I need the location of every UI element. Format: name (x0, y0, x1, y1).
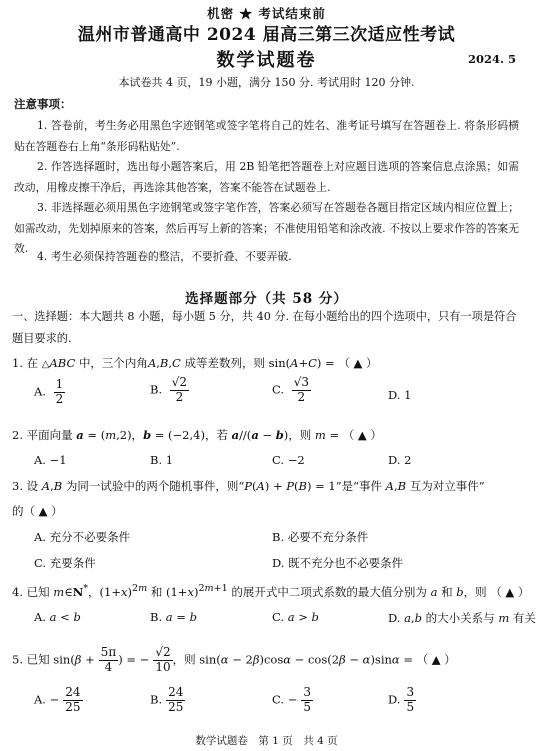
section-title: 选择题部分（共 58 分） (185, 291, 348, 307)
q2-option-c[interactable]: C. −2 (272, 453, 305, 467)
question-4: 4. 已知 m∈N*，$(1+x)^{2m}$ 和 $(1+x)^{2m+1}$ 的展开式中二项式系数的最大值分别为 a 和 b，则 （ ▲ ） (12, 583, 530, 599)
q2-option-d[interactable]: D. 2 (388, 453, 412, 467)
confidential-label: 机密 ★ 考试结束前 (207, 6, 326, 21)
question-3: 3. 设 A,B 为同一试验中的两个随机事件，则“P(A) + P(B) = 1”是“事件 A,B 互为对立事件” (12, 479, 485, 493)
question-2: 2. 平面向量 a = (m,2)，b = (−2,4)，若 a//(a − b)，则 m = （ ▲ ） (12, 428, 382, 442)
q1-option-b[interactable]: B. $\frac{√2}{2}$ (150, 375, 188, 404)
q5-option-c[interactable]: C. − $\frac{3}{5}$ (272, 685, 311, 714)
q3-option-b[interactable]: B. 必要不充分条件 (272, 530, 369, 544)
exam-info: 本试卷共 4 页，19 小题，满分 150 分. 考试用时 120 分钟. (118, 76, 415, 89)
section-intro: 一、选择题：本大题共 8 小题，每小题 5 分，共 40 分. 在每小题给出的四个选项中，只有一项是符合题目要求的. (12, 310, 517, 345)
exam-date: 2024. 5 (468, 52, 517, 66)
notice-item-1: 1. 答卷前，考生务必用黑色字迹钢笔或签字笔将自己的姓名、准考证号填写在答题卷上. 将条形码横贴在答题卷右上角“条形码粘贴处”. (14, 119, 519, 153)
q4-option-d[interactable]: D. a,b 的大小关系与 m 有关 (388, 611, 536, 625)
q3-option-c[interactable]: C. 充要条件 (34, 556, 96, 570)
notice-heading: 注意事项： (14, 97, 72, 111)
q4-option-b[interactable]: B. a = b (150, 610, 197, 624)
page-footer: 数学试题卷 第 1 页 共 4 页 (195, 735, 338, 747)
notice-item-2: 2. 作答选择题时，选出每小题答案后，用 2B 铅笔把答题卷上对应题目选项的答案信息点涂黑；如需改动，用橡皮擦干净后，再选涂其他答案，答案不能答在试题卷上. (14, 160, 519, 194)
question-1: 1. 在 △ABC 中，三个内角A,B,C 成等差数列，则 sin(A+C) = （ ▲ ） (12, 356, 378, 370)
q3-option-d[interactable]: D. 既不充分也不必要条件 (272, 556, 404, 570)
notice-item-3: 3. 非选择题必须用黑色字迹钢笔或签字笔作答，答案必须写在答题卷各题目指定区域内相应位置上；如需改动，先划掉原来的答案，然后再写上新的答案；不准使用铅笔和涂改液. 不按以上要求作答的答案无效. (14, 201, 519, 255)
q2-option-a[interactable]: A. −1 (34, 453, 67, 467)
q5-option-d[interactable]: D. $\frac{3}{5}$ (388, 685, 415, 714)
q3-option-a[interactable]: A. 充分不必要条件 (34, 530, 131, 544)
question-5: 5. 已知 sin(β + $\frac{5\pi}{4}$ ) = − $\frac{√2}{10}$ ，则 sin(α − 2β)cosα − cos(2β − α)sinα = （ ▲ ） (12, 645, 456, 674)
q2-option-b[interactable]: B. 1 (150, 453, 174, 467)
q5-option-b[interactable]: B. $\frac{24}{25}$ (150, 685, 184, 714)
q1-option-c[interactable]: C. $\frac{√3}{2}$ (272, 375, 309, 404)
paper-title: 数学试题卷 (216, 50, 317, 71)
q1-option-d[interactable]: D. 1 (388, 388, 412, 402)
notice-item-4: 4. 考生必须保持答题卷的整洁，不要折叠、不要弄破. (37, 250, 292, 263)
q4-option-a[interactable]: A. a < b (34, 610, 81, 624)
question-3-line2: 的（ ▲ ） (12, 504, 63, 518)
q1-option-a[interactable]: A. $\frac{1}{2}$ (34, 377, 64, 406)
exam-school-title: 温州市普通高中 2024 届高三第三次适应性考试 (77, 25, 456, 45)
q5-option-a[interactable]: A. − $\frac{24}{25}$ (34, 685, 81, 714)
q4-option-c[interactable]: C. a > b (272, 610, 319, 624)
